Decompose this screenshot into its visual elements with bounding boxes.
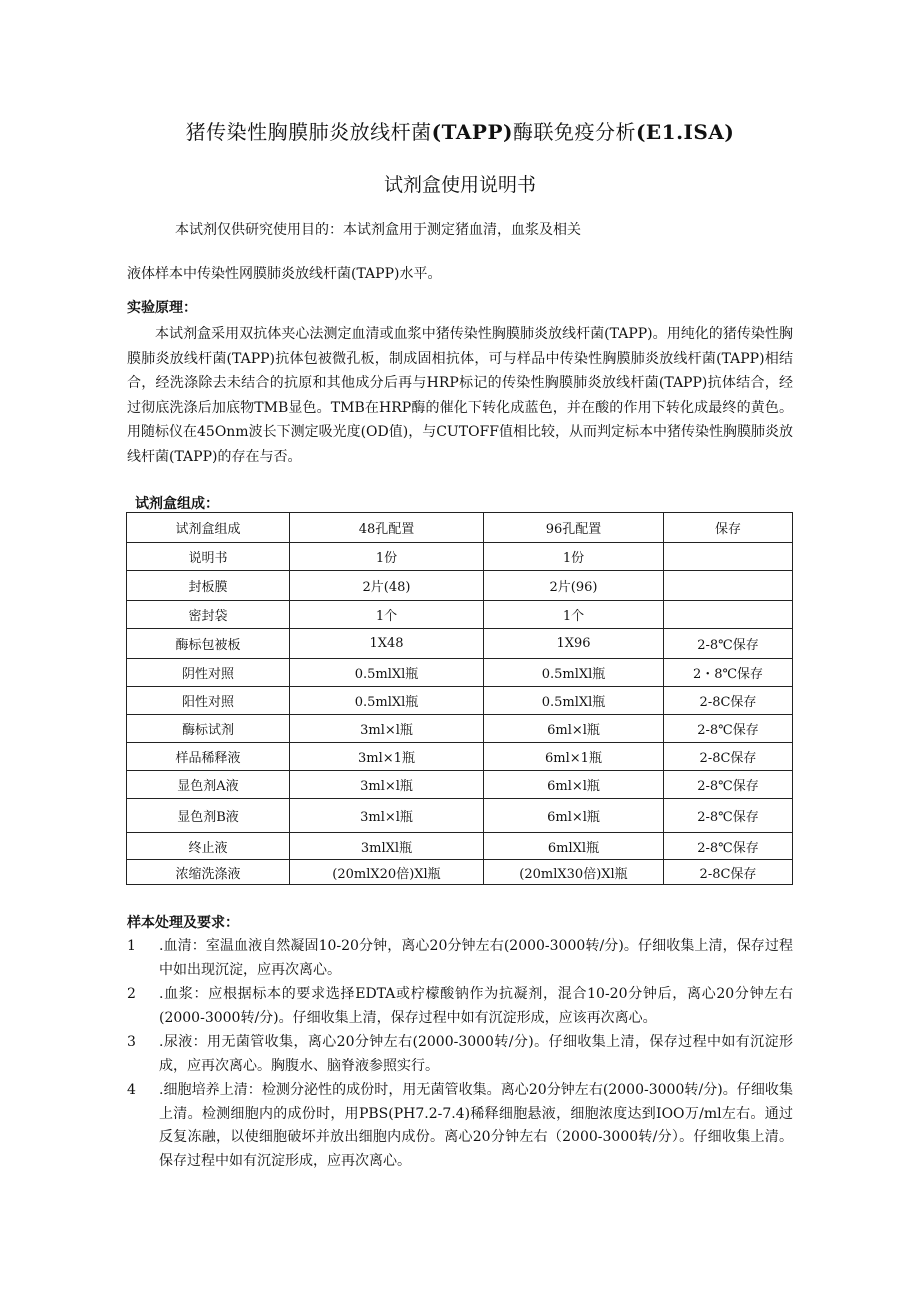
table-cell: 1个	[290, 601, 484, 629]
table-cell: 3ml×1瓶	[290, 743, 484, 771]
table-cell: 6ml×1瓶	[484, 743, 664, 771]
list-item-text: .细胞培养上清：检测分泌性的成份时，用无菌管收集。离心20分钟左右(2000-3000转/分)。仔细收集上清。检测细胞内的成份时，用PBS(PH7.2-7.4)稀释细胞悬液，细胞浓度达到IOO万/ml左右。通过反复冻融，以使细胞破坏并放出细胞内成份。离心20分钟左右（2000-3000转/分）。仔细收集上清。保存过程中如有沉淀形成，应再次离心。	[159, 1082, 793, 1169]
table-cell	[664, 571, 793, 601]
table-cell: 2-8℃保存	[664, 771, 793, 799]
title-suffix: (E1.ISA)	[635, 120, 735, 144]
table-row	[127, 799, 793, 833]
table-cell: 浓缩洗涤液	[127, 860, 290, 885]
table-cell: 试剂盒组成	[127, 513, 290, 543]
table-cell: 2-8C保存	[664, 860, 793, 885]
title-mid: (TAPP)	[431, 120, 513, 144]
table-header-row	[127, 513, 793, 543]
table-row	[127, 715, 793, 743]
table-cell: 阳性对照	[127, 687, 290, 715]
principle-text: 本试剂盒采用双抗体夹心法测定血清或血浆中猪传染性胸膜肺炎放线杆菌(TAPP)。用纯化的猪传染性胸膜肺炎放线杆菌(TAPP)抗体包被微孔板，制成固相抗体，可与样品中传染性胸膜肺炎放线杆菌(TAPP)相结合，经洗涤除去未结合的抗原和其他成分后再与HRP标记的传染性胸膜肺炎放线杆菌(TAPP)抗体结合，经过彻底洗涤后加底物TMB显色。TMB在HRP酶的催化下转化成蓝色，并在酸的作用下转化成最终的黄色。用随标仪在45Onm波长下测定吸光度(OD值)，与CUTOFF值相比较，从而判定标本中猪传染性胸膜肺炎放线杆菌(TAPP)的存在与否。	[127, 326, 793, 465]
table-cell: 显色剂A液	[127, 771, 290, 799]
table-cell: 2-8C保存	[664, 743, 793, 771]
table-cell: 显色剂B液	[127, 799, 290, 833]
table-cell: 2-8℃保存	[664, 629, 793, 659]
table-cell: 1份	[484, 543, 664, 571]
title-prefix: 猪传染性胸膜肺炎放线杆菌	[185, 120, 432, 144]
table-cell: 3ml×l瓶	[290, 771, 484, 799]
table-row	[127, 543, 793, 571]
sample-list	[127, 935, 793, 1174]
table-cell: (20mlX30倍)Xl瓶	[484, 860, 664, 885]
table-row	[127, 860, 793, 885]
table-cell: 0.5mlXl瓶	[290, 687, 484, 715]
table-cell: 说明书	[127, 543, 290, 571]
sample-heading: 样本处理及要求：	[127, 915, 239, 931]
table-cell: 样品稀释液	[127, 743, 290, 771]
table-cell: 1X96	[484, 629, 664, 659]
title-mid2: 酶联免疫分析	[512, 120, 636, 144]
kit-heading: 试剂盒组成：	[135, 496, 219, 512]
table-cell: 2-8℃保存	[664, 833, 793, 860]
table-cell: 0.5mlXl瓶	[484, 659, 664, 687]
table-cell: 2-8℃保存	[664, 715, 793, 743]
document-title	[0, 116, 920, 145]
list-item	[127, 1079, 793, 1173]
list-item-text: .尿液：用无菌管收集，离心20分钟左右(2000-3000转/分)。仔细收集上清，保存过程中如有沉淀形成，应再次离心。胸腹水、脑脊液参照实行。	[159, 1034, 793, 1074]
table-cell: 保存	[664, 513, 793, 543]
table-cell: 酶标试剂	[127, 715, 290, 743]
table-cell: 0.5mlXl瓶	[484, 687, 664, 715]
table-row	[127, 571, 793, 601]
list-item-text: .血浆：应根据标本的要求选择EDTA或柠檬酸钠作为抗凝剂，混合10-20分钟后，离心20分钟左右(2000-3000转/分)。仔细收集上清，保存过程中如有沉淀形成，应该再次离心。	[159, 986, 793, 1026]
list-item	[127, 935, 793, 982]
table-cell: 3mlXl瓶	[290, 833, 484, 860]
kit-table-body	[127, 513, 793, 885]
table-cell: 阴性对照	[127, 659, 290, 687]
table-cell: 0.5mlXl瓶	[290, 659, 484, 687]
table-row	[127, 659, 793, 687]
list-item-number: 4	[127, 1082, 136, 1098]
table-cell: 6ml×l瓶	[484, 771, 664, 799]
table-cell: 6ml×l瓶	[484, 799, 664, 833]
table-cell: 2-8℃保存	[664, 799, 793, 833]
table-cell: 6ml×l瓶	[484, 715, 664, 743]
table-cell: 48孔配置	[290, 513, 484, 543]
table-row	[127, 743, 793, 771]
table-cell: 酶标包被板	[127, 629, 290, 659]
intro-line-1: 本试剂仅供研究使用目的：本试剂盒用于测定猪血清，血浆及相关	[175, 222, 581, 238]
table-row	[127, 833, 793, 860]
table-row	[127, 687, 793, 715]
table-row	[127, 601, 793, 629]
document-subtitle: 试剂盒使用说明书	[383, 174, 536, 196]
list-item-number: 3	[127, 1034, 136, 1050]
intro-line-2: 液体样本中传染性网膜肺炎放线杆菌(TAPP)水平。	[127, 266, 442, 282]
table-cell: 2片(48)	[290, 571, 484, 601]
list-item-number: 2	[127, 986, 136, 1002]
table-cell: 3ml×l瓶	[290, 715, 484, 743]
table-cell: 6mlXl瓶	[484, 833, 664, 860]
table-cell	[664, 601, 793, 629]
table-cell: 96孔配置	[484, 513, 664, 543]
list-item	[127, 1031, 793, 1078]
kit-table	[126, 512, 793, 885]
table-cell: 1个	[484, 601, 664, 629]
list-item	[127, 983, 793, 1030]
list-item-number: 1	[127, 938, 136, 954]
table-cell: 密封袋	[127, 601, 290, 629]
principle-heading: 实验原理：	[127, 300, 197, 316]
table-cell: 1X48	[290, 629, 484, 659]
table-cell: (20mlX20倍)Xl瓶	[290, 860, 484, 885]
table-cell: 2-8C保存	[664, 687, 793, 715]
table-cell: 2片(96)	[484, 571, 664, 601]
table-row	[127, 629, 793, 659]
table-cell: 3ml×l瓶	[290, 799, 484, 833]
table-cell: 1份	[290, 543, 484, 571]
table-cell: 2・8℃保存	[664, 659, 793, 687]
list-item-text: .血清：室温血液自然凝固10-20分钟，离心20分钟左右(2000-3000转/分)。仔细收集上清，保存过程中如出现沉淀，应再次离心。	[159, 938, 793, 978]
table-cell: 终止液	[127, 833, 290, 860]
table-row	[127, 771, 793, 799]
table-cell	[664, 543, 793, 571]
table-cell: 封板膜	[127, 571, 290, 601]
